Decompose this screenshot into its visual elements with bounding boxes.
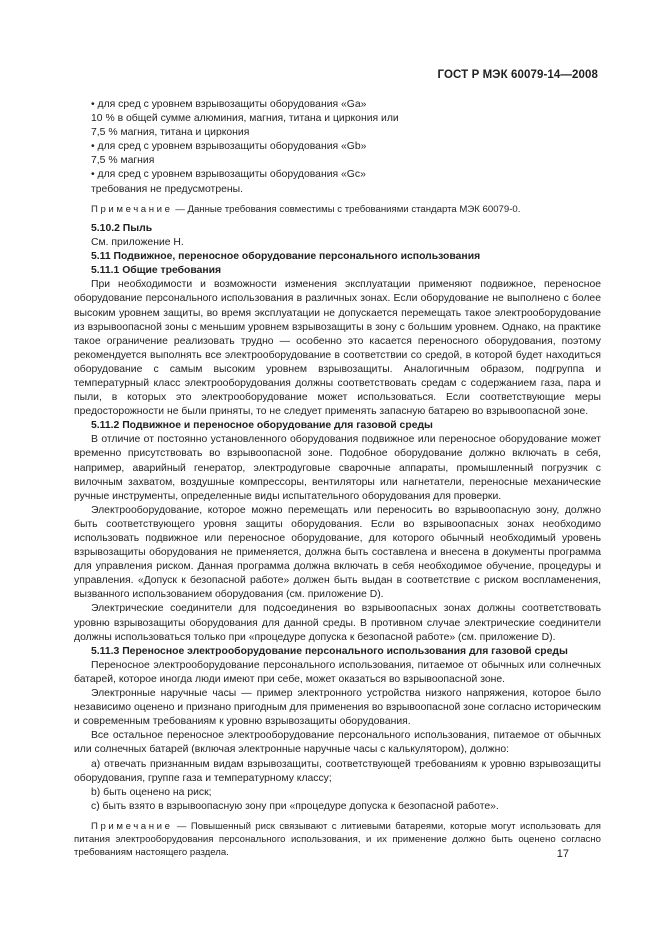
note-text: — Данные требования совместимы с требованиями стандарта МЭК 60079-0.: [172, 203, 521, 215]
section-heading-5-11: 5.11 Подвижное, переносное оборудование персонального использования: [91, 251, 481, 263]
paragraph: Электрические соединители для подсоединения во взрывоопасных зонах должны соответствовать уровню взрывозащиты оборудования для данной среды. В противном случае электрические соединители должны использоваться только при «процедуре допуска к безопасной работе» (см. приложение D).: [74, 603, 601, 643]
section-heading-5-10-2: 5.10.2 Пыль: [91, 222, 153, 234]
list-item: c) быть взято в взрывоопасную зону при «процедуре допуска к безопасной работе».: [91, 800, 499, 812]
text-line: 7,5 % магния: [91, 155, 155, 167]
list-item: b) быть оценено на риск;: [91, 786, 212, 798]
document-header: ГОСТ Р МЭК 60079-14—2008: [437, 69, 598, 81]
section-heading-5-11-2: 5.11.2 Подвижное и переносное оборудование для газовой среды: [91, 420, 433, 432]
paragraph: Переносное электрооборудование персонального использования, питаемое от обычных или солнечных батарей, которое иногда люди имеют при себе, может оказаться во взрывоопасной зоне.: [74, 659, 601, 685]
text-line: См. приложение Н.: [91, 237, 184, 249]
note-label: Примечание: [91, 203, 173, 215]
paragraph: При необходимости и возможности изменения эксплуатации применяют подвижное, переносное оборудование персонального использования в различных зонах. Если оборудование не выполнено с более высоким уровнем защиты, во время эксплуатации не допускается перемещать такое электрооборудование из взрывоопасной зоны с меньшим уровнем взрывозащиты в зону с большим уровнем. Однако, на практике такое ограничение реализовать трудно — особенно это касается переносного оборудования, поэтому рекомендуется выполнять все электрооборудование в соответствии со средой, в которой будет находиться оборудование с самым высоким уровнем взрывозащиты. Аналогичным образом, подгруппа и температурный класс электрооборудования должны соответствовать средам с содержанием газа, пара и пыли, в которых это электрооборудование может использоваться. Если соответствующие меры предосторожности не были приняты, то не следует применять запасную батарею во взрывоопасной зоне.: [74, 279, 601, 418]
list-item: a) отвечать признанным видам взрывозащиты, соответствующей требованиям к уровню взрывозащиты оборудования, группе газа и температурному классу;: [74, 758, 601, 784]
section-heading-5-11-1: 5.11.1 Общие требования: [91, 265, 222, 277]
note-1: [74, 203, 601, 216]
paragraph: Все остальное переносное электрооборудование персонального использования, питаемое от обычных или солнечных батарей (включая электронные наручные часы с калькулятором), должно:: [74, 730, 601, 756]
text-line: требования не предусмотрены.: [91, 183, 243, 195]
note-text: — Повышенный риск связывают с литиевыми батареями, которые могут использовать для питания электрооборудования персонального использования, и их применение должно быть оценено согласно требованиям настоящего раздела.: [74, 820, 601, 859]
list-item: • для сред с уровнем взрывозащиты оборудования «Ga»: [91, 99, 367, 110]
paragraph: В отличие от постоянно установленного оборудования подвижное или переносное оборудование может временно присутствовать во взрывоопасной зоне. Подобное оборудование должно включать в себя, например, аварийный генератор, электродуговые сварочные аппараты, промышленный погрузчик с вилочным захватом, воздушные компрессоры, вентиляторы или нагнетатели, переносные механические ручные инструменты, определенные виды испытательного оборудования для проверки.: [74, 434, 601, 502]
list-item: • для сред с уровнем взрывозащиты оборудования «Gb»: [91, 141, 367, 153]
paragraph: Электрооборудование, которое можно перемещать или переносить во взрывоопасную зону, должно быть соответствующего уровня защиты оборудования. Если во взрывоопасных зонах необходимо использовать подвижное или переносное оборудование, для которого обычный необходимый уровень взрывозащиты оборудования не применяется, должна быть составлена и внесена в документы программа для управления риском. Данная программа должна включать в себя необходимое обучение, процедуры и управления. «Допуск к безопасной работе» должен быть выдан в соответствие с риском воспламенения, вызванного использованием оборудования (см. приложение D).: [74, 504, 601, 601]
note-label: Примечание: [91, 820, 173, 832]
paragraph: Электронные наручные часы — пример электронного устройства низкого напряжения, которое было независимо оценено и признано пригодным для применения во взрывоопасной зоне согласно историческим и современным требованиям к уровню взрывозащиты оборудования.: [74, 688, 601, 728]
note-2: [74, 820, 601, 860]
page-number: 17: [556, 848, 569, 860]
page-content: [74, 98, 601, 860]
text-line: 10 % в общей сумме алюминия, магния, титана и циркония или: [91, 113, 399, 125]
text-line: 7,5 % магния, титана и циркония: [91, 127, 250, 139]
list-item: • для сред с уровнем взрывозащиты оборудования «Gc»: [91, 169, 366, 181]
section-heading-5-11-3: 5.11.3 Переносное электрооборудование персонального использования для газовой среды: [91, 645, 568, 657]
